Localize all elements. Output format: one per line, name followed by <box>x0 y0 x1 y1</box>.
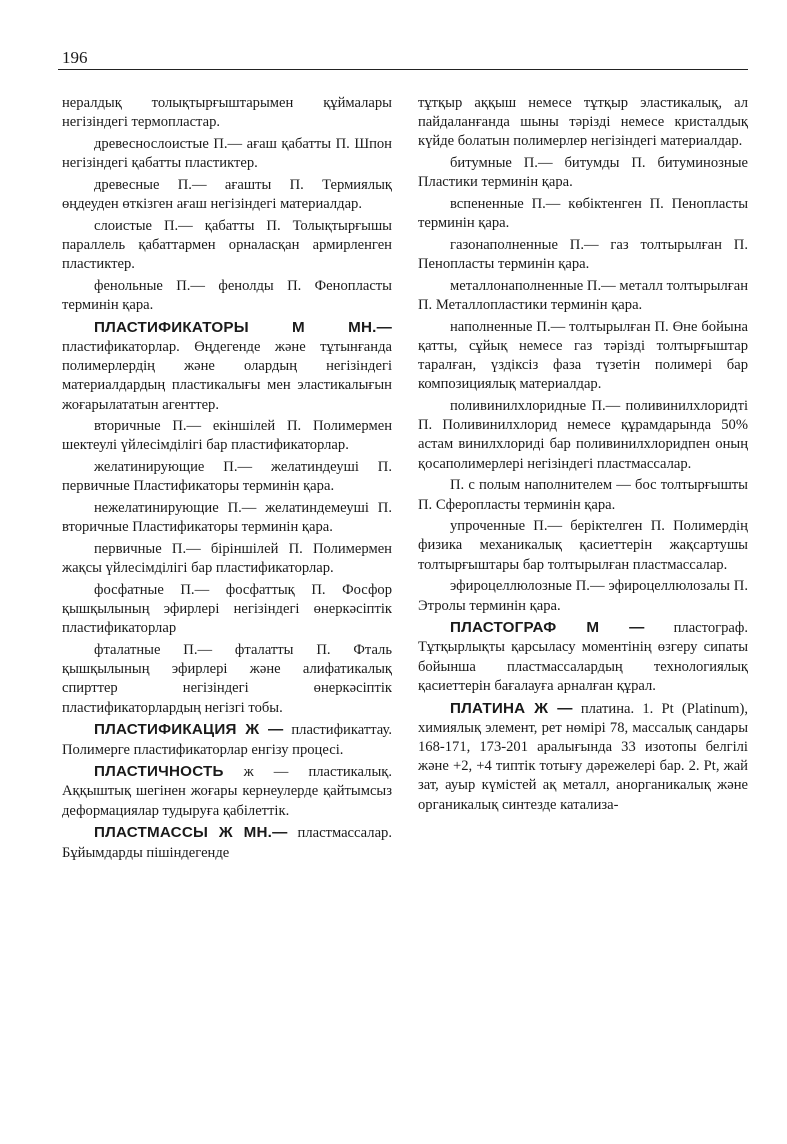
dictionary-entry <box>62 581 392 639</box>
dictionary-entry <box>62 762 392 821</box>
entry-headword: ПЛАСТОГРАФ М — <box>450 619 645 637</box>
entry-text: битумные П.— битумды П. битуминозные Пластики терминін қара. <box>418 155 748 191</box>
dictionary-entry <box>418 618 748 696</box>
entry-headword: ПЛАСТИЧНОСТЬ <box>94 763 224 781</box>
entry-text: пластификаторлар. Өңдегенде және тұтынғанда полимерлердің және олардың негізіндегі материалдардың пластикалығы мен эластикалығын жоғарылататын агенттер. <box>62 338 392 413</box>
entry-text: фталатные П.— фталатты П. Фталь қышқылының эфирлері және алифатикалық спирттер негізіндегі өнеркәсіптік пластификаторлардың негізгі тобы. <box>62 641 392 716</box>
dictionary-entry <box>418 195 748 233</box>
entry-text: первичные П.— біріншілей П. Полимермен жақсы үйлесімділігі бар пластификаторлар. <box>62 540 392 577</box>
dictionary-entry <box>418 577 748 615</box>
entry-text: наполненные П.— толтырылған П. Өне бойына қатты, сұйық немесе газ тәрізді толтырғыштар таралған, үздіксіз фаза түзетін полимері бар композициялық материалдар. <box>418 318 748 393</box>
dictionary-entry <box>62 499 392 537</box>
dictionary-entry <box>418 476 748 514</box>
entry-text: пластмассалар. Бұйымдарды пішіндегенде <box>62 825 392 861</box>
dictionary-entry <box>62 417 392 455</box>
entry-text: желатинирующие П.— желатиндеуші П. первичные Пластификаторы терминін қара. <box>62 459 392 495</box>
entry-text: вторичные П.— екіншілей П. Полимермен шектеулі үйлесімділігі бар пластификаторлар. <box>62 418 392 454</box>
dictionary-entry <box>418 517 748 575</box>
entry-headword: ПЛАСТИФИКАЦИЯ Ж — <box>94 721 284 739</box>
dictionary-entry <box>62 540 392 578</box>
dictionary-entry <box>418 397 748 474</box>
dictionary-entry <box>62 277 392 315</box>
right-column <box>418 94 748 817</box>
dictionary-entry <box>62 720 392 759</box>
header-rule <box>58 69 748 70</box>
left-column <box>62 94 392 865</box>
page-number: 196 <box>62 48 88 67</box>
entry-text: пластограф. Тұтқырлықты қарсыласу моментінің өзгеру сипаты бойынша пластмассалардың технологиялық қасиеттерін бағалауға арналған құрал. <box>418 620 748 694</box>
entry-text: ж — пластикалық. Аққыштық шегінен жоғары кернеулерде қайтымсыз деформациялар тудыруға қабілеттік. <box>62 764 392 819</box>
entry-text: нежелатинирующие П.— желатиндемеуші П. вторичные Пластификаторы терминін қара. <box>62 500 392 536</box>
dictionary-entry <box>62 135 392 173</box>
dictionary-entry <box>418 699 748 815</box>
dictionary-entry <box>62 458 392 496</box>
entry-headword: ПЛАСТИФИКАТОРЫ М МН.— <box>94 318 392 336</box>
dictionary-entry <box>62 217 392 275</box>
entry-text: платина. 1. Pt (Platinum), химиялық элемент, рет нөмірі 78, массалық сандары 168-171, 173-201 аралығында 33 изотопы белгілі және +2, +4 типтік тотығу дәрежелері бар. 2. Pt, жай зат, ауыр күмістей ақ металл, анорганикалық және органикалық синтезде катализа- <box>418 700 748 813</box>
dictionary-entry <box>62 641 392 718</box>
entry-text: пластификаттау. Полимерге пластификаторлар енгізу процесі. <box>62 722 392 758</box>
dictionary-entry <box>62 94 392 132</box>
entry-text: тұтқыр аққыш немесе тұтқыр эластикалық, ал пайдаланғанда шыны тәрізді немесе кристалдық күйде болатын полимерлер негізіндегі материалдар. <box>418 95 748 150</box>
entry-text: нералдық толықтырғыштарымен құймалары негізіндегі термопластар. <box>62 95 392 131</box>
entry-headword: ПЛАТИНА Ж — <box>450 699 573 717</box>
entry-text: эфироцеллюлозные П.— эфироцеллюлозалы П. Этролы терминін қара. <box>418 578 748 614</box>
entry-text: слоистые П.— қабатты П. Толықтырғышы параллель қабаттармен орналасқан армирленген пластиктер. <box>62 217 392 273</box>
dictionary-entry <box>418 236 748 274</box>
entry-text: фенольные П.— фенолды П. Фенопласты терминін қара. <box>62 277 392 314</box>
entry-text: древеснослоистые П.— ағаш қабатты П. Шпон негізіндегі қабатты пластиктер. <box>62 135 392 172</box>
dictionary-entry <box>62 176 392 214</box>
dictionary-entry <box>418 318 748 395</box>
entry-text: фосфатные П.— фосфаттық П. Фосфор қышқылының эфирлері негізіндегі өнеркәсіптік пластификаторлар <box>62 581 392 637</box>
entry-text: вспененные П.— көбіктенген П. Пенопласты терминін қара. <box>418 196 748 232</box>
entry-text: газонаполненные П.— газ толтырылған П. Пенопласты терминін қара. <box>418 236 748 273</box>
entry-text: древесные П.— ағашты П. Термиялық өңдеуден өткізген ағаш негізіндегі материалдар. <box>62 176 392 213</box>
dictionary-entry <box>418 277 748 315</box>
dictionary-entry <box>418 94 748 152</box>
entry-text: поливинилхлоридные П.— поливинилхлоридті П. Поливинилхлорид немесе құрамдарында 50% астам винилхлориді бар поливинилхлоридпен оның қосаполимерлері негізіндегі пластмассалар. <box>418 398 748 472</box>
entry-headword: ПЛАСТМАССЫ Ж МН.— <box>94 824 288 842</box>
entry-text: упроченные П.— беріктелген П. Полимердің физика механикалық қасиеттерін жақсартушы толтырғыштары бар толтырылған пластмассалар. <box>418 518 748 573</box>
dictionary-entry <box>62 823 392 862</box>
entry-text: металлонаполненные П.— металл толтырылған П. Металлопластики терминін қара. <box>418 277 748 314</box>
entry-text: П. с полым наполнителем — бос толтырғышты П. Сферопласты терминін қара. <box>418 477 748 513</box>
dictionary-entry <box>418 154 748 192</box>
dictionary-entry <box>62 318 392 415</box>
